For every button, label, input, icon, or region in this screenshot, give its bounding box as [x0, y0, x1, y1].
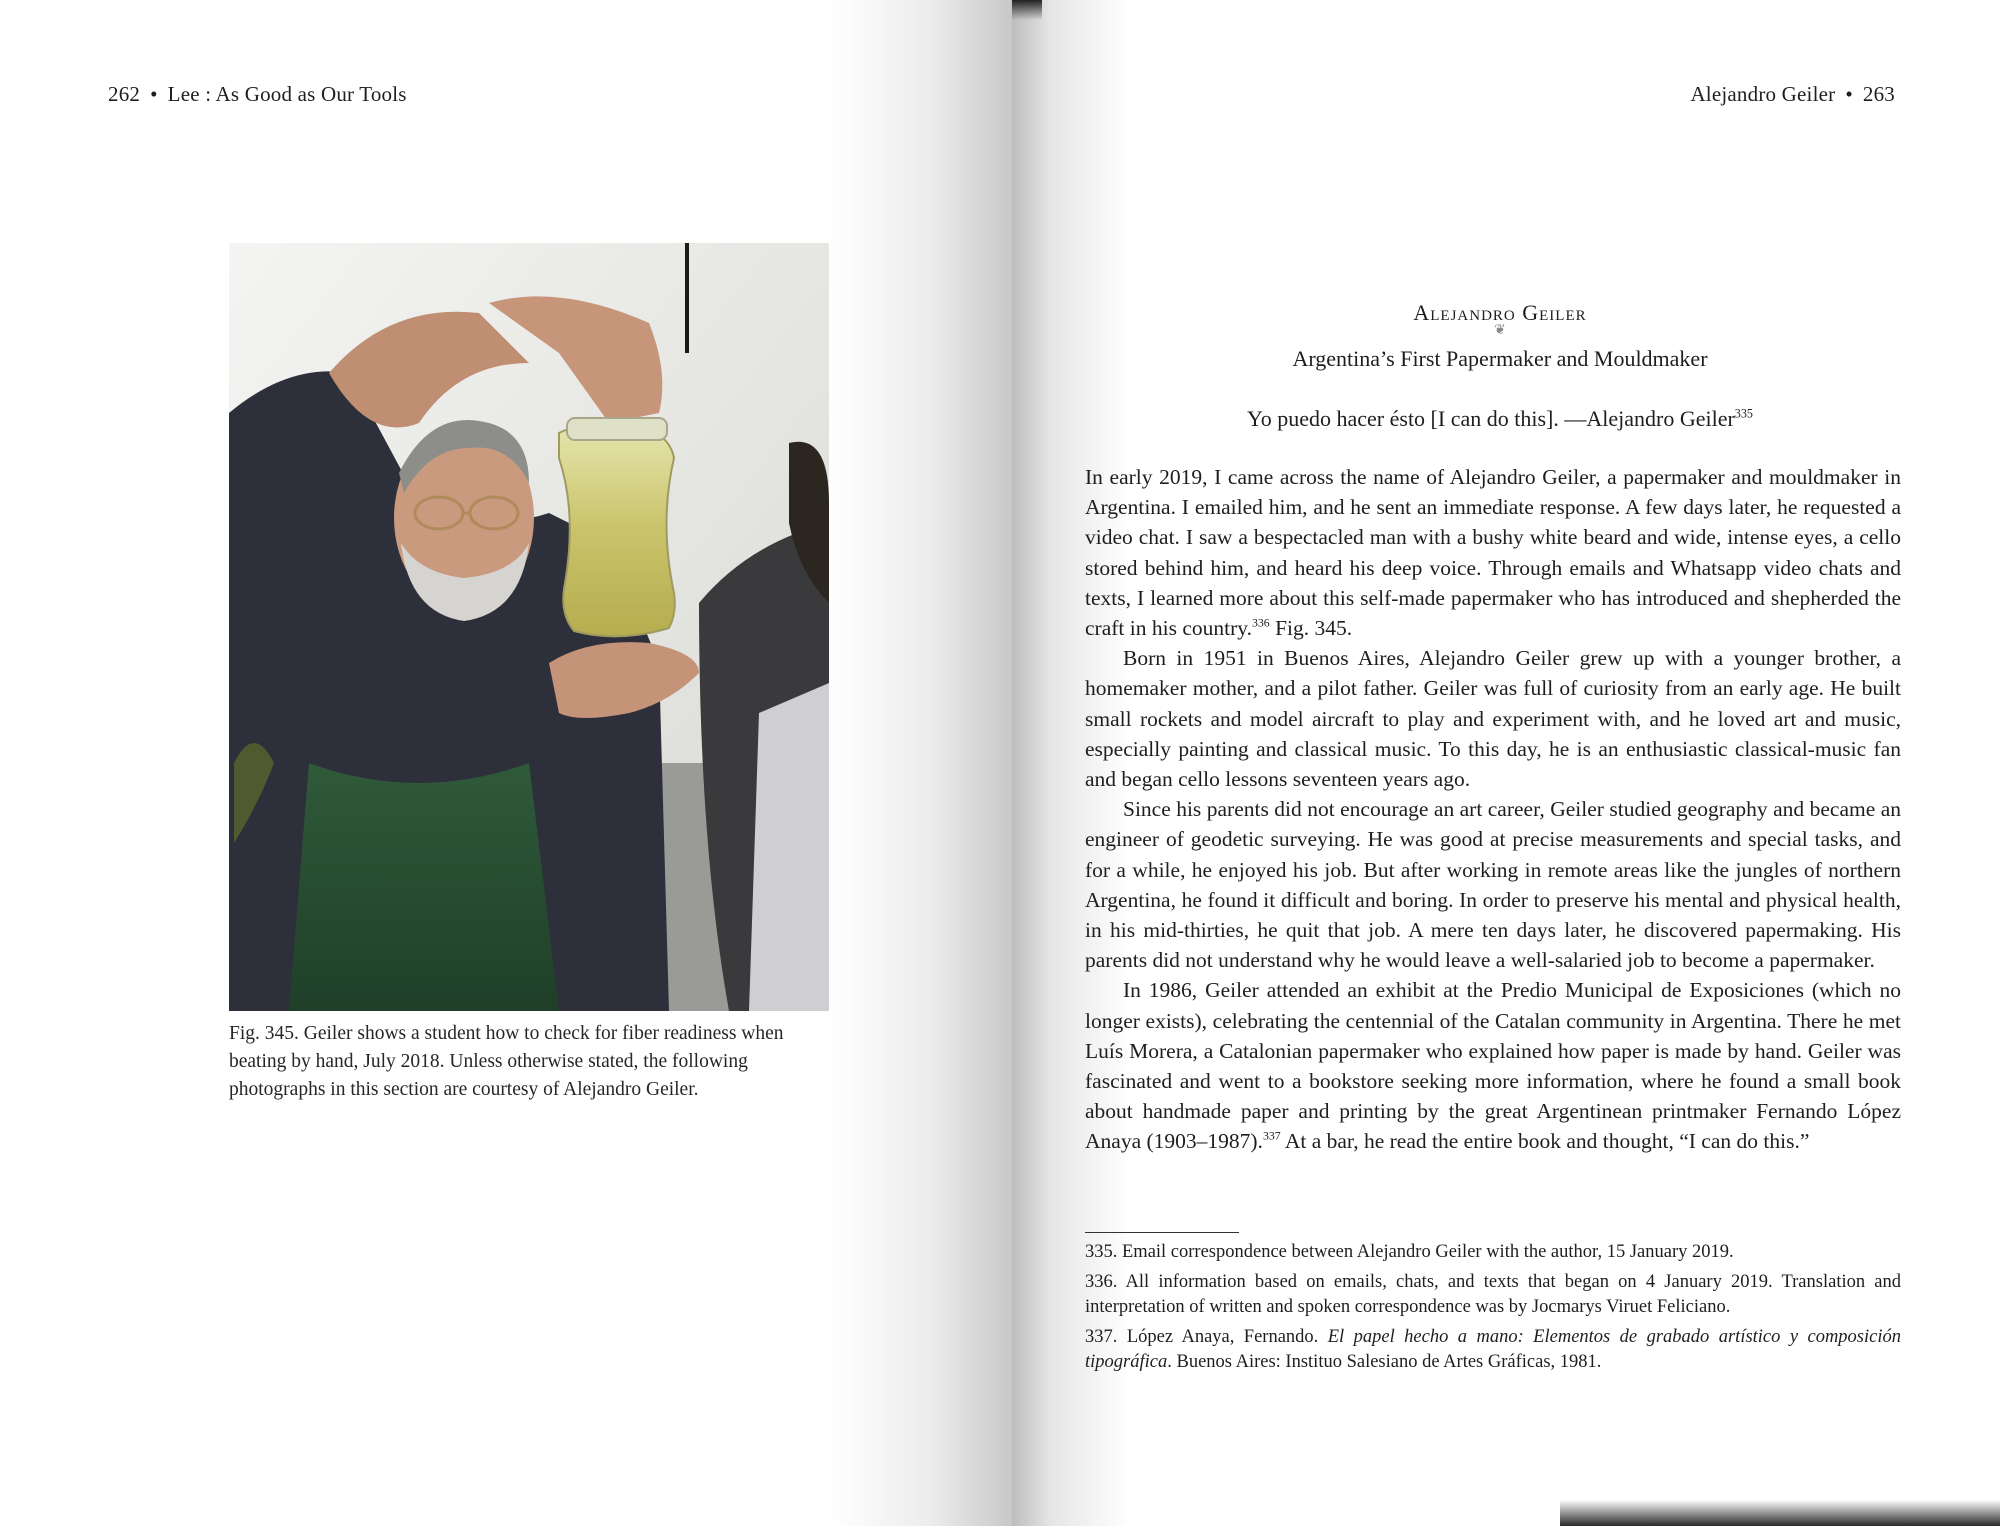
figure-caption: Fig. 345. Geiler shows a student how to check for fiber readiness when beating by hand, July 2018. Unless otherwise stated, the following photographs in this section are courtesy of Alejandro Geiler. [229, 1023, 784, 1100]
running-head-left [108, 82, 407, 107]
running-head-title-right: Alejandro Geiler [1690, 82, 1836, 106]
chapter-title: Alejandro Geiler [1413, 300, 1587, 325]
page-number-left: 262 [108, 82, 141, 106]
figure-photo [229, 243, 829, 1011]
figure-reference: Fig. 345. [1269, 616, 1353, 641]
body-text [1085, 462, 1901, 1157]
paragraph [1085, 643, 1901, 794]
paragraph-text: Born in 1951 in Buenos Aires, Alejandro Geiler grew up with a younger brother, a homemaker mother, and a pilot father. Geiler was full of curiosity from an early age. He built small rockets and model aircraft to play and experiment with, and he loved art and music, especially painting and classical music. To this day, he is an enthusiastic classical-music fan and began cello lessons seventeen years ago. [1085, 646, 1901, 792]
running-head-title-left: Lee : As Good as Our Tools [167, 82, 407, 106]
footnote-ref[interactable]: 336 [1251, 615, 1270, 630]
footnote-title-italic: El papel hecho a mano: Elementos de grabado artístico y composición tipográfica [1085, 1326, 1901, 1372]
photo-illustration [229, 243, 829, 1011]
paragraph [1085, 794, 1901, 975]
paragraph-text-tail: At a bar, he read the entire book and thought, “I can do this.” [1280, 1129, 1810, 1154]
footnote-ref[interactable]: 337 [1262, 1129, 1281, 1144]
paragraph [1085, 975, 1901, 1156]
footnote-text: . Buenos Aires: Instituo Salesiano de Artes Gráficas, 1981. [1167, 1352, 1602, 1372]
paragraph [1085, 462, 1901, 643]
paragraph-text: In early 2019, I came across the name of Alejandro Geiler, a papermaker and mouldmaker in Argentina. I emailed him, and he sent an immediate response. A few days later, he requested a video chat. I saw a bespectacled man with a bushy white beard and wide, intense eyes, a cello stored behind him, and heard his deep voice. Through emails and Whatsapp video chats and texts, I learned more about this self-made papermaker who has introduced and shepherded the craft in his country. [1085, 465, 1901, 641]
footnote-text: 337. López Anaya, Fernando. [1085, 1326, 1328, 1347]
separator: • [150, 82, 158, 106]
footnote-ref[interactable]: 335 [1734, 406, 1753, 421]
footnote [1085, 1325, 1901, 1376]
epigraph [1085, 406, 1915, 432]
paragraph-text: Since his parents did not encourage an art career, Geiler studied geography and became an engineer of geodetic surveying. He was good at precise measurements and special tasks, and for a while, he enjoyed his job. But after working in remote areas like the jungles of northern Argentina, he found it difficult and boring. In order to preserve his mental and physical health, in his mid-thirties, he quit that job. A mere ten days later, he discovered papermaking. His parents did not understand why he would leave a well-salaried job to become a papermaker. [1085, 797, 1901, 973]
epigraph-text: Yo puedo hacer ésto [I can do this]. —Alejandro Geiler [1247, 406, 1735, 431]
footnote-divider [1085, 1232, 1239, 1233]
chapter-subtitle: Argentina’s First Papermaker and Mouldmaker [1292, 346, 1708, 371]
page-edge-shadow-bottom [1560, 1500, 2000, 1526]
separator: • [1845, 82, 1853, 106]
paragraph-text: In 1986, Geiler attended an exhibit at the Predio Municipal de Exposiciones (which no longer exists), celebrating the centennial of the Catalan community in Argentina. There he met Luís Morera, a Catalonian papermaker who explained how paper is made by hand. Geiler was fascinated and went to a bookstore seeking more information, where he found a small book about handmade paper and printing by the great Argentinean printmaker Fernando López Anaya (1903–1987). [1085, 978, 1901, 1154]
footnotes [1085, 1240, 1901, 1380]
footnote: 335. Email correspondence between Alejandro Geiler with the author, 15 January 2019. [1085, 1242, 1734, 1262]
page-edge-shadow [1012, 0, 1042, 20]
footnote: 336. All information based on emails, chats, and texts that began on 4 January 2019. Translation and interpretation of written and spoken correspondence was by Jocmarys Viruet Feliciano. [1085, 1271, 1901, 1317]
page-number-right: 263 [1862, 82, 1895, 106]
running-head-right [1690, 82, 1895, 107]
ornament-icon: ❦ [1494, 322, 1506, 338]
